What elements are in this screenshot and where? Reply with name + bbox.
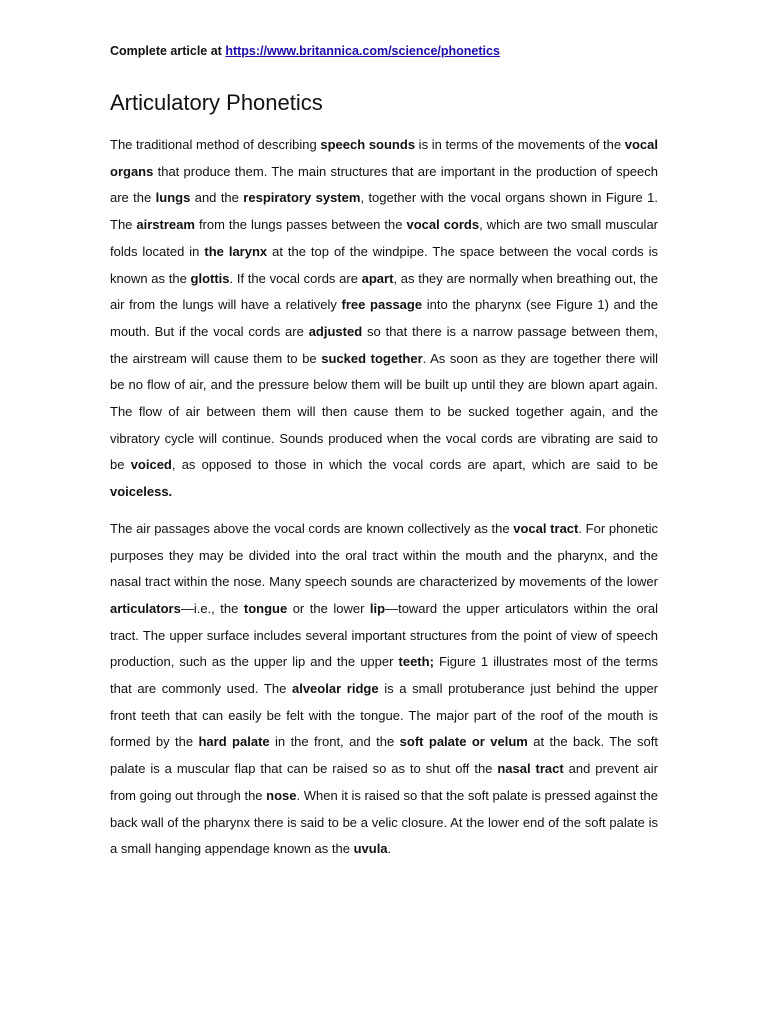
- bold-term: airstream: [136, 217, 195, 233]
- bold-term: glottis: [190, 270, 230, 286]
- article-title: Articulatory Phonetics: [110, 90, 323, 115]
- text-run: is in terms of the movements of the: [415, 137, 625, 152]
- text-run: at the top of the windpipe. The space between the vocal cords is known as the: [110, 243, 658, 286]
- text-run: at the back. The soft palate is a muscular flap that can be raised so as to shut off the: [110, 734, 658, 777]
- text-run: so that there is a narrow passage between them, the airstream will cause them to be: [110, 323, 658, 366]
- text-run: . For phonetic purposes they may be divided into the oral tract within the mouth and the pharynx, and the nasal tract within the nose. Many speech sounds are characterized by movements of the lower: [110, 520, 658, 590]
- text-run: .: [387, 841, 392, 857]
- text-run: , as opposed to those in which the vocal cords are apart, which are said to be: [171, 457, 658, 473]
- text-run: , as they are normally when breathing out, the air from the lungs will have a relatively: [110, 270, 659, 313]
- text-run: The traditional method of describing: [110, 137, 321, 152]
- text-run: , which are two small muscular folds located in: [110, 217, 659, 259]
- bold-term: apart: [361, 270, 394, 286]
- bold-term: uvula: [353, 841, 388, 857]
- paragraph-2: [110, 516, 658, 863]
- bold-term: nasal tract: [497, 761, 564, 777]
- bold-term: respiratory system: [243, 190, 361, 206]
- bold-term: sucked together: [321, 350, 423, 366]
- bold-term: hard palate: [198, 734, 270, 750]
- bold-term: alveolar ridge: [291, 681, 379, 697]
- source-line: [110, 40, 658, 62]
- bold-term: articulators: [110, 600, 181, 616]
- source-link[interactable]: https://www.britannica.com/science/phonetics: [225, 44, 500, 58]
- text-run: . When it is raised so that the soft palate is pressed against the back wall of the pharynx there is said to be a velic closure. At the lower end of the soft palate is a small hanging appendage known as the: [110, 787, 658, 857]
- text-run: in the front, and the: [269, 734, 400, 750]
- bold-term: vocal cords: [406, 217, 480, 233]
- bold-term: adjusted: [308, 323, 363, 339]
- text-run: into the pharynx (see Figure 1) and the mouth. But if the vocal cords are: [110, 297, 658, 339]
- bold-term: vocal tract: [513, 520, 579, 536]
- text-run: The air passages above the vocal cords are known collectively as the: [110, 520, 514, 536]
- text-run: . If the vocal cords are: [229, 270, 362, 286]
- text-run: —toward the upper articulators within the oral tract. The upper surface includes several important structures from the point of view of speech production, such as the upper lip and the upper: [110, 600, 659, 670]
- text-run: , together with the vocal organs shown in Figure 1. The: [110, 190, 659, 233]
- text-run: Figure 1 illustrates most of the terms that are commonly used. The: [110, 654, 658, 697]
- bold-term: vocal organs: [110, 137, 658, 179]
- text-run: . As soon as they are together there will be no flow of air, and the pressure below them will be built up until they are blown apart again. The flow of air between them will then cause them to be sucked together again, and the vibratory cycle will continue. Sounds produced when the vocal cords are vibrating are said to be: [110, 350, 658, 473]
- bold-term: lip: [369, 600, 386, 616]
- bold-term: teeth;: [398, 654, 434, 670]
- bold-term: free passage: [341, 297, 423, 313]
- text-run: that produce them. The main structures that are important in the production of speech are the: [110, 163, 658, 206]
- bold-term: voiceless.: [110, 484, 173, 500]
- paragraph-1: [110, 132, 658, 506]
- document-page: [110, 40, 658, 863]
- text-run: is a small protuberance just behind the upper front teeth that can easily be felt with the tongue. The major part of the roof of the mouth is formed by the: [110, 681, 658, 750]
- bold-term: tongue: [243, 600, 288, 616]
- bold-term: lungs: [155, 190, 191, 206]
- text-run: from the lungs passes between the: [194, 217, 407, 233]
- bold-term: the larynx: [204, 243, 268, 259]
- text-run: —i.e., the: [180, 600, 244, 616]
- source-prefix: Complete article at: [110, 44, 222, 58]
- bold-term: soft palate or velum: [399, 734, 528, 750]
- bold-term: nose: [266, 787, 297, 803]
- bold-term: speech sounds: [320, 137, 416, 152]
- text-run: and prevent air from going out through the: [110, 761, 658, 803]
- bold-term: voiced: [130, 457, 172, 473]
- text-run: or the lower: [287, 600, 370, 616]
- text-run: and the: [190, 190, 244, 206]
